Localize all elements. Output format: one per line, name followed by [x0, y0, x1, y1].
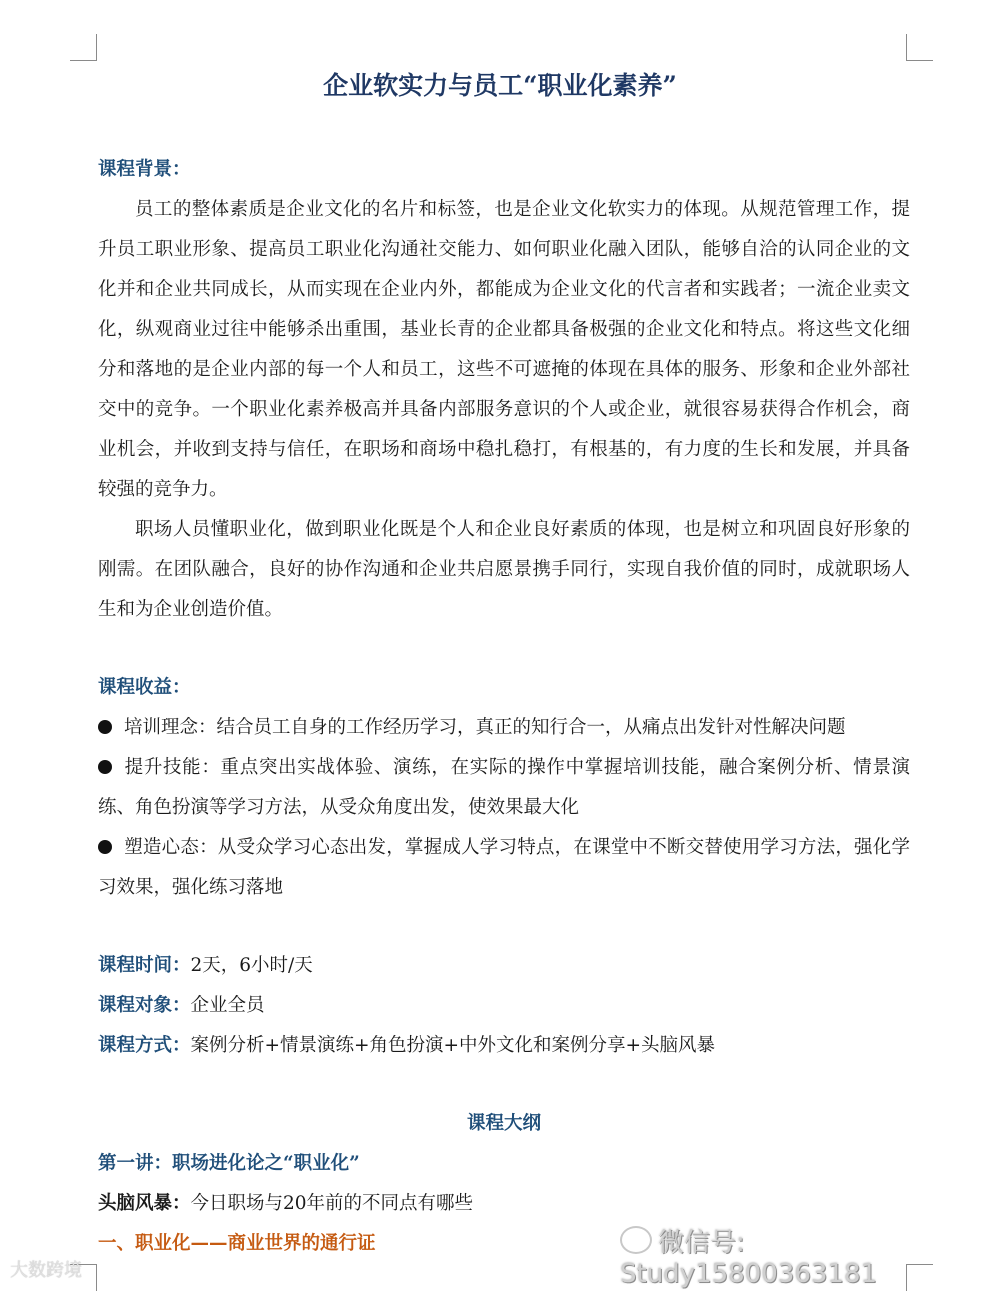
benefit-text: 提升技能：重点突出实战体验、演练，在实际的操作中掌握培训技能，融合案例分析、情景演练、角色扮演等学习方法，从受众角度出发，使效果最大化: [98, 757, 910, 818]
brainstorm-label: 头脑风暴：: [98, 1193, 191, 1214]
course-time-value: 2天，6小时/天: [190, 955, 313, 976]
course-audience-value: 企业全员: [190, 995, 265, 1016]
wechat-icon: [620, 1226, 652, 1254]
benefit-item: [98, 708, 910, 748]
brainstorm-value: 今日职场与20年前的不同点有哪些: [190, 1193, 474, 1214]
wechat-watermark-text: 微信号: Study15800363181: [620, 1228, 878, 1289]
bullet-icon: [98, 760, 112, 774]
bullet-icon: [98, 840, 112, 854]
document-title: 企业软实力与员工“职业化素养”: [323, 71, 677, 100]
lecture-1-title: 第一讲：职场进化论之“职业化”: [98, 1153, 360, 1174]
course-audience-label: 课程对象：: [98, 995, 191, 1016]
crop-mark-top-right: [906, 34, 933, 61]
outline-heading: 课程大纲: [466, 1113, 541, 1134]
crop-mark-top-left: [70, 34, 97, 61]
background-paragraph-2: 职场人员懂职业化，做到职业化既是个人和企业良好素质的体现，也是树立和巩固良好形象的刚需。在团队融合，良好的协作沟通和企业共启愿景携手同行，实现自我价值的同时，成就职场人生和为企业创造价值。: [98, 519, 910, 620]
document-body: [98, 150, 910, 1264]
brand-watermark-text: 大数跨境: [10, 1260, 82, 1281]
course-time: [98, 946, 910, 986]
benefit-text: 培训理念：结合员工自身的工作经历学习，真正的知行合一，从痛点出发针对性解决问题: [124, 717, 846, 738]
course-audience: [98, 986, 910, 1026]
benefit-item: [98, 748, 910, 828]
course-method-label: 课程方式：: [98, 1035, 191, 1056]
course-method: [98, 1026, 910, 1066]
background-paragraph-1: 员工的整体素质是企业文化的名片和标签，也是企业文化软实力的体现。从规范管理工作，提升员工职业形象、提高员工职业化沟通社交能力、如何职业化融入团队，能够自洽的认同企业的文化并和企业共同成长，从而实现在企业内外，都能成为企业文化的代言者和实践者；一流企业卖文化，纵观商业过往中能够杀出重围，基业长青的企业都具备极强的企业文化和特点。将这些文化细分和落地的是企业内部的每一个人和员工，这些不可遮掩的体现在具体的服务、形象和企业外部社交中的竞争。一个职业化素养极高并具备内部服务意识的个人或企业，就很容易获得合作机会，商业机会，并收到支持与信任，在职场和商场中稳扎稳打，有根基的，有力度的生长和发展，并具备较强的竞争力。: [98, 199, 910, 500]
brand-watermark: [10, 1256, 82, 1282]
section-1-title: 一、职业化——商业世界的通行证: [98, 1233, 376, 1254]
benefit-item: [98, 828, 910, 908]
course-method-value: 案例分析+情景演练+角色扮演+中外文化和案例分享+头脑风暴: [190, 1035, 716, 1056]
wechat-watermark: [620, 1222, 1000, 1289]
benefits-heading: 课程收益：: [98, 677, 191, 698]
background-heading: 课程背景：: [98, 159, 191, 180]
brainstorm: [98, 1184, 910, 1224]
bullet-icon: [98, 720, 112, 734]
course-time-label: 课程时间：: [98, 955, 191, 976]
benefit-text: 塑造心态：从受众学习心态出发，掌握成人学习特点，在课堂中不断交替使用学习方法，强化学习效果，强化练习落地: [98, 837, 910, 898]
